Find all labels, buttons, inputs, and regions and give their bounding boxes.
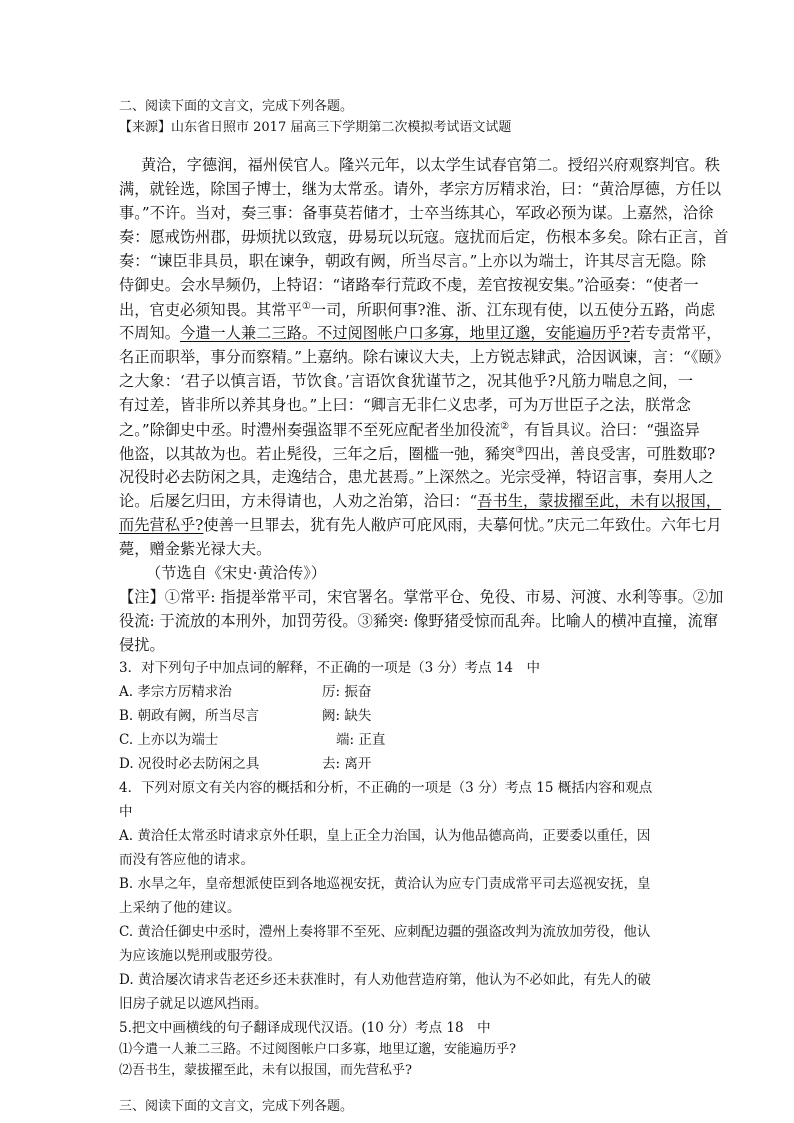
passage-line: 有过差，皆非所以养其身也。”上曰：“卿言无非仁义忠孝，可为万世臣子之法，朕常念 <box>119 396 691 414</box>
option-d: D. 黄洽屡次请求告老还乡还未获准时，有人劝他营造府第，他认为不必如此，有先人的破 <box>119 972 651 988</box>
option-a: A. 孝宗方厉精求治 <box>119 684 232 700</box>
passage-line: 名正而职举，事分而察精。”上嘉纳。除右谏议大夫，上方锐志肄武，洽因讽谏，言：“《颐》 <box>119 348 729 366</box>
footnote-line: 【注】①常平: 指提举常平司，宋官署名。掌常平仓、免役、市易、河渡、水利等事。②加 <box>119 588 724 606</box>
passage-line: 事。”不许。当对，奏三事：备事莫若储才，士卒当练其心，军政必预为谋。上嘉然，洽徐 <box>119 204 714 222</box>
option-d-gloss: 去: 离开 <box>322 756 372 772</box>
option-b-gloss: 阙: 缺失 <box>322 708 372 724</box>
passage-line: 而先营私乎?使善一旦罪去，犹有先人敝庐可庇风雨，夫摹何忧。”庆元二年致仕。六年七月 <box>119 516 722 534</box>
footnote-line: 侵扰。 <box>119 636 165 654</box>
passage-line: 他盗，以其故为也。若止髡役，三年之后，圈槛一弛，豨突③四出，善良受害，可胜数耶? <box>119 445 716 464</box>
footnote-marker-2: ② <box>500 421 510 432</box>
passage-line: 况役时必去防闲之具，走逸结合，患尤甚焉。”上深然之。光宗受禅，特诏言事，奏用人之 <box>119 468 714 486</box>
passage-line: 黄洽，字德润，福州侯官人。隆兴元年，以太学生试春官第二。授绍兴府观察判官。秩 <box>141 156 721 174</box>
passage-line: 满，就铨选，除国子博士，继为太常丞。请外，孝宗方厉精求治，曰：“黄洽厚德，方任以 <box>119 180 722 198</box>
passage-line: 论。后屡乞归田，方未得请也，人劝之治第，洽曰：“吾书生，蒙拔擢至此，未有以报国， <box>119 492 722 510</box>
footnote-marker-3: ③ <box>515 445 525 456</box>
footnote-marker-1: ① <box>301 301 311 312</box>
passage-line: 之。”除御史中丞。时澧州奏强盗罪不至死应配者坐加役流②，有旨具议。洽曰：“强盗异 <box>119 421 700 440</box>
passage-line: 薨，赠金紫光禄大夫。 <box>119 540 272 558</box>
option-c-gloss: 端: 正直 <box>336 732 386 748</box>
passage-line: 不周知。今遣一人兼二三路。不过阅图帐户口多寡，地里辽邈，安能遍历乎?若专责常平， <box>119 324 722 342</box>
option-d: D. 况役时必去防闲之具 <box>119 756 260 772</box>
option-a: A. 黄洽任太常丞时请求京外任职，皇上正全力治国，认为他品德高尚，正要委以重任，因 <box>119 828 651 844</box>
option-c: C. 上亦以为端士 <box>119 732 219 748</box>
footnote-line: 役流: 于流放的本刑外，加罚劳役。③豨突: 像野猪受惊而乱奔。比喻人的横冲直撞，流窜 <box>119 612 719 630</box>
question-stem: 3．对下列句子中加点词的解释，不正确的一项是（3 分）考点 14 中 <box>119 660 540 676</box>
section2-heading: 二、阅读下面的文言文，完成下列各题。 <box>119 99 354 114</box>
translation-item-2: ⑵吾书生，蒙拔擢至此，未有以报国，而先营私乎? <box>119 1063 412 1078</box>
option-c: C. 黄洽任御史中丞时，澧州上奏将罪不至死、应刺配边疆的强盗改判为流放加劳役，他认 <box>119 924 651 940</box>
underlined-sentence-1: 今遣一人兼二三路。不过阅图帐户口多寡，地里辽邈，安能遍历乎? <box>179 324 631 342</box>
question-stem: 4．下列对原文有关内容的概括和分析，不正确的一项是（3 分）考点 15 概括内容和观点 <box>119 780 653 796</box>
passage-line: 出，官吏必须知畏。其常平①一司，所职何事?淮、浙、江东现有使，以五使分五路，尚虑 <box>119 301 716 320</box>
translation-item-1: ⑴今遣一人兼二三路。不过阅图帐户口多寡，地里辽邈，安能遍历乎? <box>119 1042 516 1057</box>
passage-line: 奏：愿戒饬州郡，毋烦扰以致寇，毋易玩以玩寇。寇扰而后定，伤根本多矣。除右正言，首 <box>119 228 729 246</box>
question-stem-cont: 中 <box>119 804 133 820</box>
source-line: 【来源】山东省日照市 2017 届高三下学期第二次模拟考试语文试题 <box>119 120 512 135</box>
question-stem: 5.把文中画横线的句子翻译成现代汉语。(10 分）考点 18 中 <box>119 1020 491 1036</box>
passage-line: 奏：“谏臣非具员，职在谏争，朝政有阙，所当尽言。”上亦以为端士，许其尽言无隐。除 <box>119 252 707 270</box>
underlined-sentence-2a: 吾书生，蒙拔擢至此，未有以报国， <box>477 492 722 510</box>
option-a-gloss: 厉: 振奋 <box>322 684 372 700</box>
option-c-cont: 为应该施以髡刑或服劳役。 <box>119 948 281 964</box>
passage-citation: （节选自《宋史·黄洽传》） <box>146 564 327 582</box>
section3-heading: 三、阅读下面的文言文，完成下列各题。 <box>119 1099 354 1114</box>
passage-line: 之大象：‘君子以慎言语，节饮食。’言语饮食犹谨节之，况其他乎?凡筋力喘息之间，一 <box>119 372 694 390</box>
option-d-cont: 旧房子就足以遮风挡雨。 <box>119 996 268 1012</box>
option-b-cont: 上采纳了他的建议。 <box>119 900 241 916</box>
option-a-cont: 而没有答应他的请求。 <box>119 852 254 868</box>
underlined-sentence-2b: 而先营私乎? <box>119 516 204 534</box>
option-b: B. 水旱之年，皇帝想派使臣到各地巡视安抚，黄洽认为应专门责成常平司去巡视安抚，皇 <box>119 876 651 892</box>
passage-line: 侍御史。会水旱频仍，上特诏：“诸路奉行荒政不虔，差官按视安集。”洽亟奏：“使者一 <box>119 276 699 294</box>
option-b: B. 朝政有阙，所当尽言 <box>119 708 260 724</box>
